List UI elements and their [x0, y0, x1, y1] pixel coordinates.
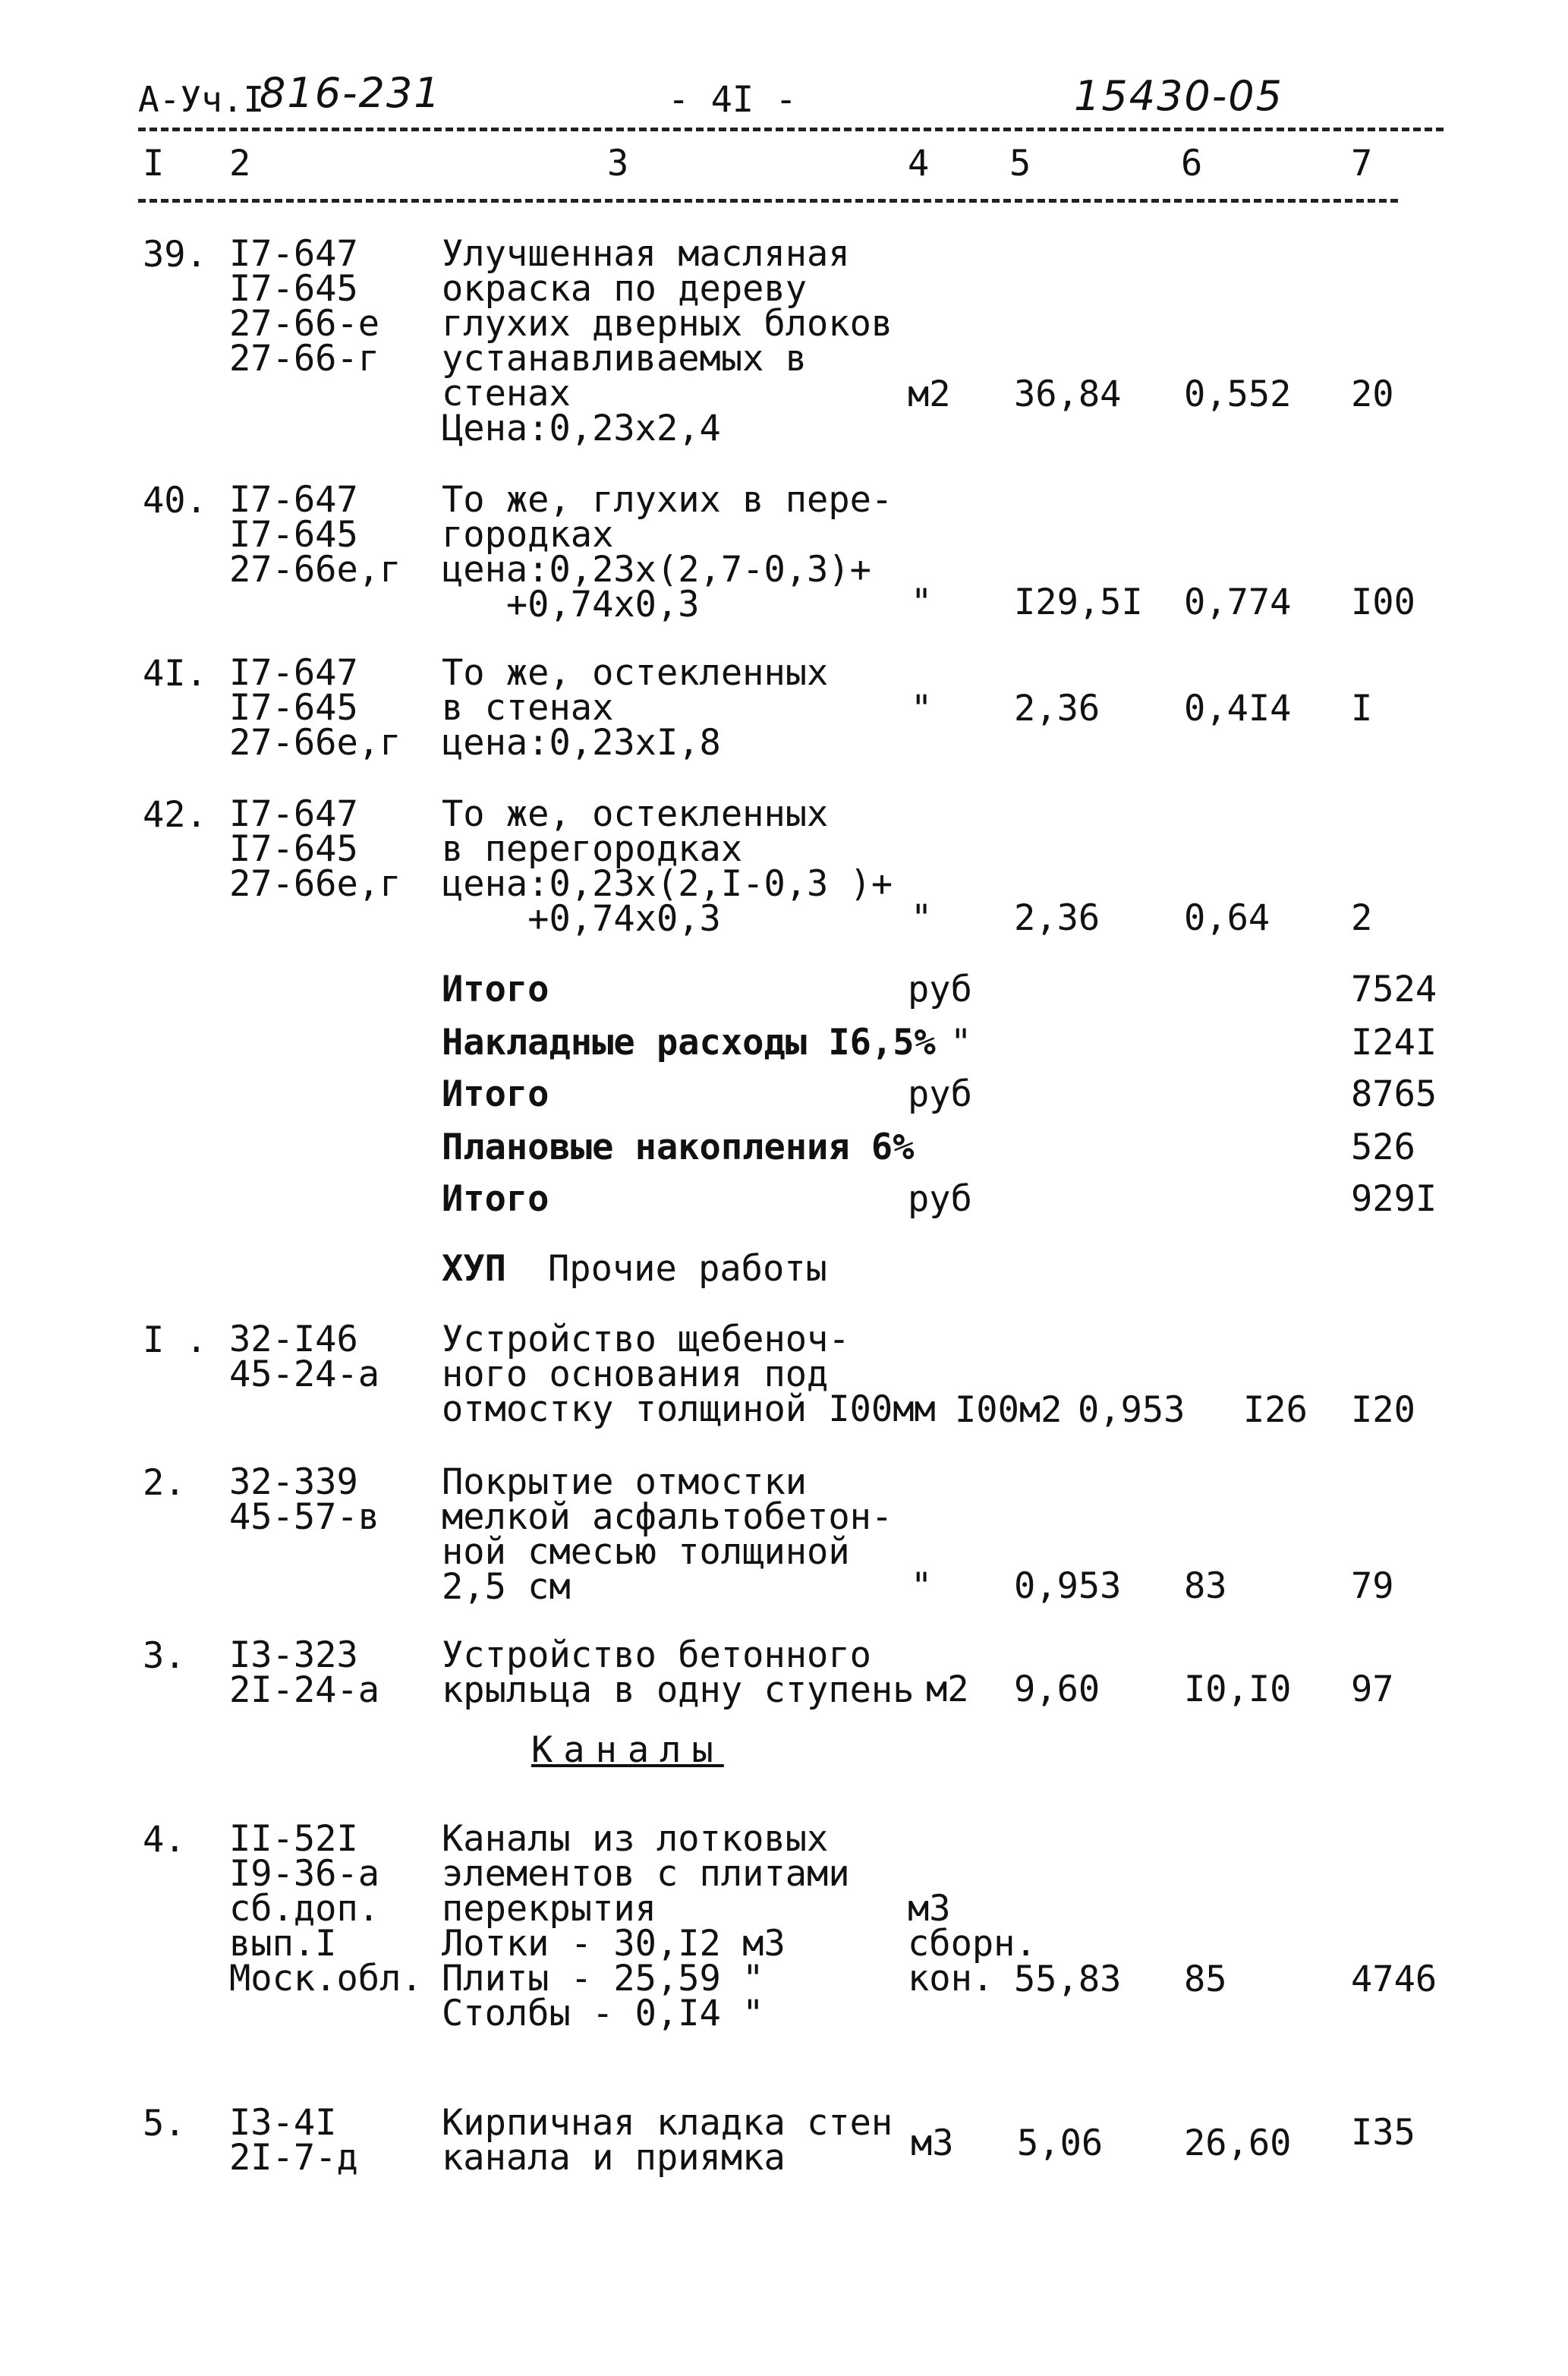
row-number: 5. [143, 2103, 186, 2144]
handwritten-project-number: 15430-05 [1074, 72, 1283, 120]
row-number: 40. [143, 480, 207, 522]
summary-label: Итого [442, 1073, 549, 1115]
subsection-heading: Каналы [531, 1729, 724, 1771]
row-number: I . [143, 1319, 207, 1361]
col-header-2: 2 [229, 143, 251, 184]
row-price: 0,774 [1184, 581, 1292, 623]
row-price: 0,64 [1184, 897, 1270, 939]
row-price: 85 [1184, 1958, 1227, 2000]
row-number: 2. [143, 1462, 186, 1504]
row-unit: I00м2 [955, 1389, 1063, 1431]
row-description: Устройство щебеноч- ного основания под отмостку толщиной I00мм [442, 1319, 936, 1430]
header-top-rule [138, 128, 1444, 131]
row-total: 4746 [1351, 1958, 1437, 2000]
col-header-6: 6 [1181, 143, 1203, 184]
row-unit: " [911, 897, 933, 939]
row-number: 4. [143, 1819, 186, 1861]
summary-unit: руб [908, 969, 972, 1010]
summary-value: 8765 [1351, 1073, 1437, 1115]
row-total: 2 [1351, 897, 1373, 939]
row-description: То же, глухих в пере- городках цена:0,23х(2,7-0,3)+ +0,74х0,3 [442, 479, 893, 626]
row-description: То же, остекленных в стенах цена:0,23хI,8 [442, 652, 829, 764]
row-codes: 32-I46 45-24-а [229, 1319, 380, 1395]
row-quantity: 0,953 [1078, 1389, 1185, 1431]
row-number: 42. [143, 794, 207, 836]
row-quantity: I29,5I [1014, 581, 1143, 623]
handwritten-doc-number: 816-231 [260, 69, 442, 117]
row-total: I00 [1351, 581, 1415, 623]
summary-unit: руб [908, 1073, 972, 1115]
section-roman-numeral: ХУП [442, 1248, 506, 1290]
row-quantity: 0,953 [1014, 1565, 1122, 1607]
row-number: 4I. [143, 653, 207, 695]
row-price: I0,I0 [1184, 1669, 1292, 1710]
row-unit: м3 сборн. кон. [908, 1888, 1037, 1999]
row-quantity: 2,36 [1014, 897, 1100, 939]
row-description: Каналы из лотковых элементов с плитами перекрытия Лотки - 30,I2 м3 Плиты - 25,59 " Столбы - 0,I4 " [442, 1818, 850, 2034]
row-number: 3. [143, 1635, 186, 1677]
row-codes: I7-647 I7-645 27-66е,г [229, 479, 401, 591]
row-price: 26,60 [1184, 2122, 1292, 2164]
row-description: Кирпичная кладка стен канала и приямка [442, 2102, 893, 2179]
row-unit: м3 [911, 2122, 954, 2164]
summary-label: Итого [442, 1178, 549, 1220]
row-description: Покрытие отмостки мелкой асфальтобетон- ной смесью толщиной 2,5 см [442, 1461, 893, 1608]
summary-label: Итого [442, 969, 549, 1010]
row-codes: I3-4I 2I-7-д [229, 2102, 358, 2179]
row-codes: I7-647 I7-645 27-66е,г [229, 652, 401, 764]
row-codes: I7-647 I7-645 27-66-е 27-66-г [229, 233, 380, 380]
row-description: Улучшенная масляная окраска по дереву глухих дверных блоков устанавливаемых в стенах Цена:0,23х2,4 [442, 233, 893, 449]
row-quantity: 2,36 [1014, 688, 1100, 730]
row-total: I20 [1351, 1389, 1415, 1431]
section-title: Прочие работы [548, 1248, 827, 1290]
row-description: Устройство бетонного крыльца в одну ступень [442, 1634, 915, 1711]
summary-value: I24I [1351, 1022, 1437, 1064]
row-total: 97 [1351, 1669, 1394, 1710]
row-total: 20 [1351, 373, 1394, 415]
summary-unit: " [950, 1022, 972, 1064]
row-price: 0,4I4 [1184, 688, 1292, 730]
row-codes: I7-647 I7-645 27-66е,г [229, 793, 401, 905]
col-header-7: 7 [1351, 143, 1373, 184]
row-quantity: 5,06 [1017, 2122, 1104, 2164]
row-price: 83 [1184, 1565, 1227, 1607]
summary-value: 929I [1351, 1178, 1437, 1220]
row-description: То же, остекленных в перегородках цена:0,23х(2,I-0,3 )+ +0,74х0,3 [442, 793, 893, 940]
row-unit: м2 [908, 373, 951, 415]
row-total: 79 [1351, 1565, 1394, 1607]
document-code: А-Уч.I [138, 79, 265, 120]
row-quantity: 36,84 [1014, 373, 1122, 415]
summary-unit: руб [908, 1178, 972, 1220]
row-total: I35 [1351, 2112, 1415, 2154]
row-total: I [1351, 688, 1373, 730]
header-bottom-rule [138, 199, 1398, 203]
col-header-3: 3 [607, 143, 629, 184]
row-price: I26 [1243, 1389, 1308, 1431]
row-quantity: 9,60 [1014, 1669, 1100, 1710]
row-codes: II-52I I9-36-а сб.доп. вып.I Моск.обл. [229, 1818, 423, 1999]
page-number: - 4I - [668, 79, 797, 121]
summary-value: 7524 [1351, 969, 1437, 1010]
summary-label: Накладные расходы I6,5% [442, 1022, 936, 1064]
col-header-5: 5 [1009, 143, 1031, 184]
row-quantity: 55,83 [1014, 1958, 1122, 2000]
col-header-1: I [143, 143, 165, 184]
row-price: 0,552 [1184, 373, 1292, 415]
summary-value: 526 [1351, 1127, 1415, 1168]
row-number: 39. [143, 234, 207, 276]
row-unit: " [911, 1565, 933, 1607]
row-codes: I3-323 2I-24-а [229, 1634, 380, 1711]
row-unit: " [911, 581, 933, 623]
row-unit: м2 [926, 1669, 969, 1710]
summary-label: Плановые накопления 6% [442, 1127, 915, 1168]
row-unit: " [911, 688, 933, 730]
col-header-4: 4 [908, 143, 930, 184]
row-codes: 32-339 45-57-в [229, 1461, 380, 1538]
